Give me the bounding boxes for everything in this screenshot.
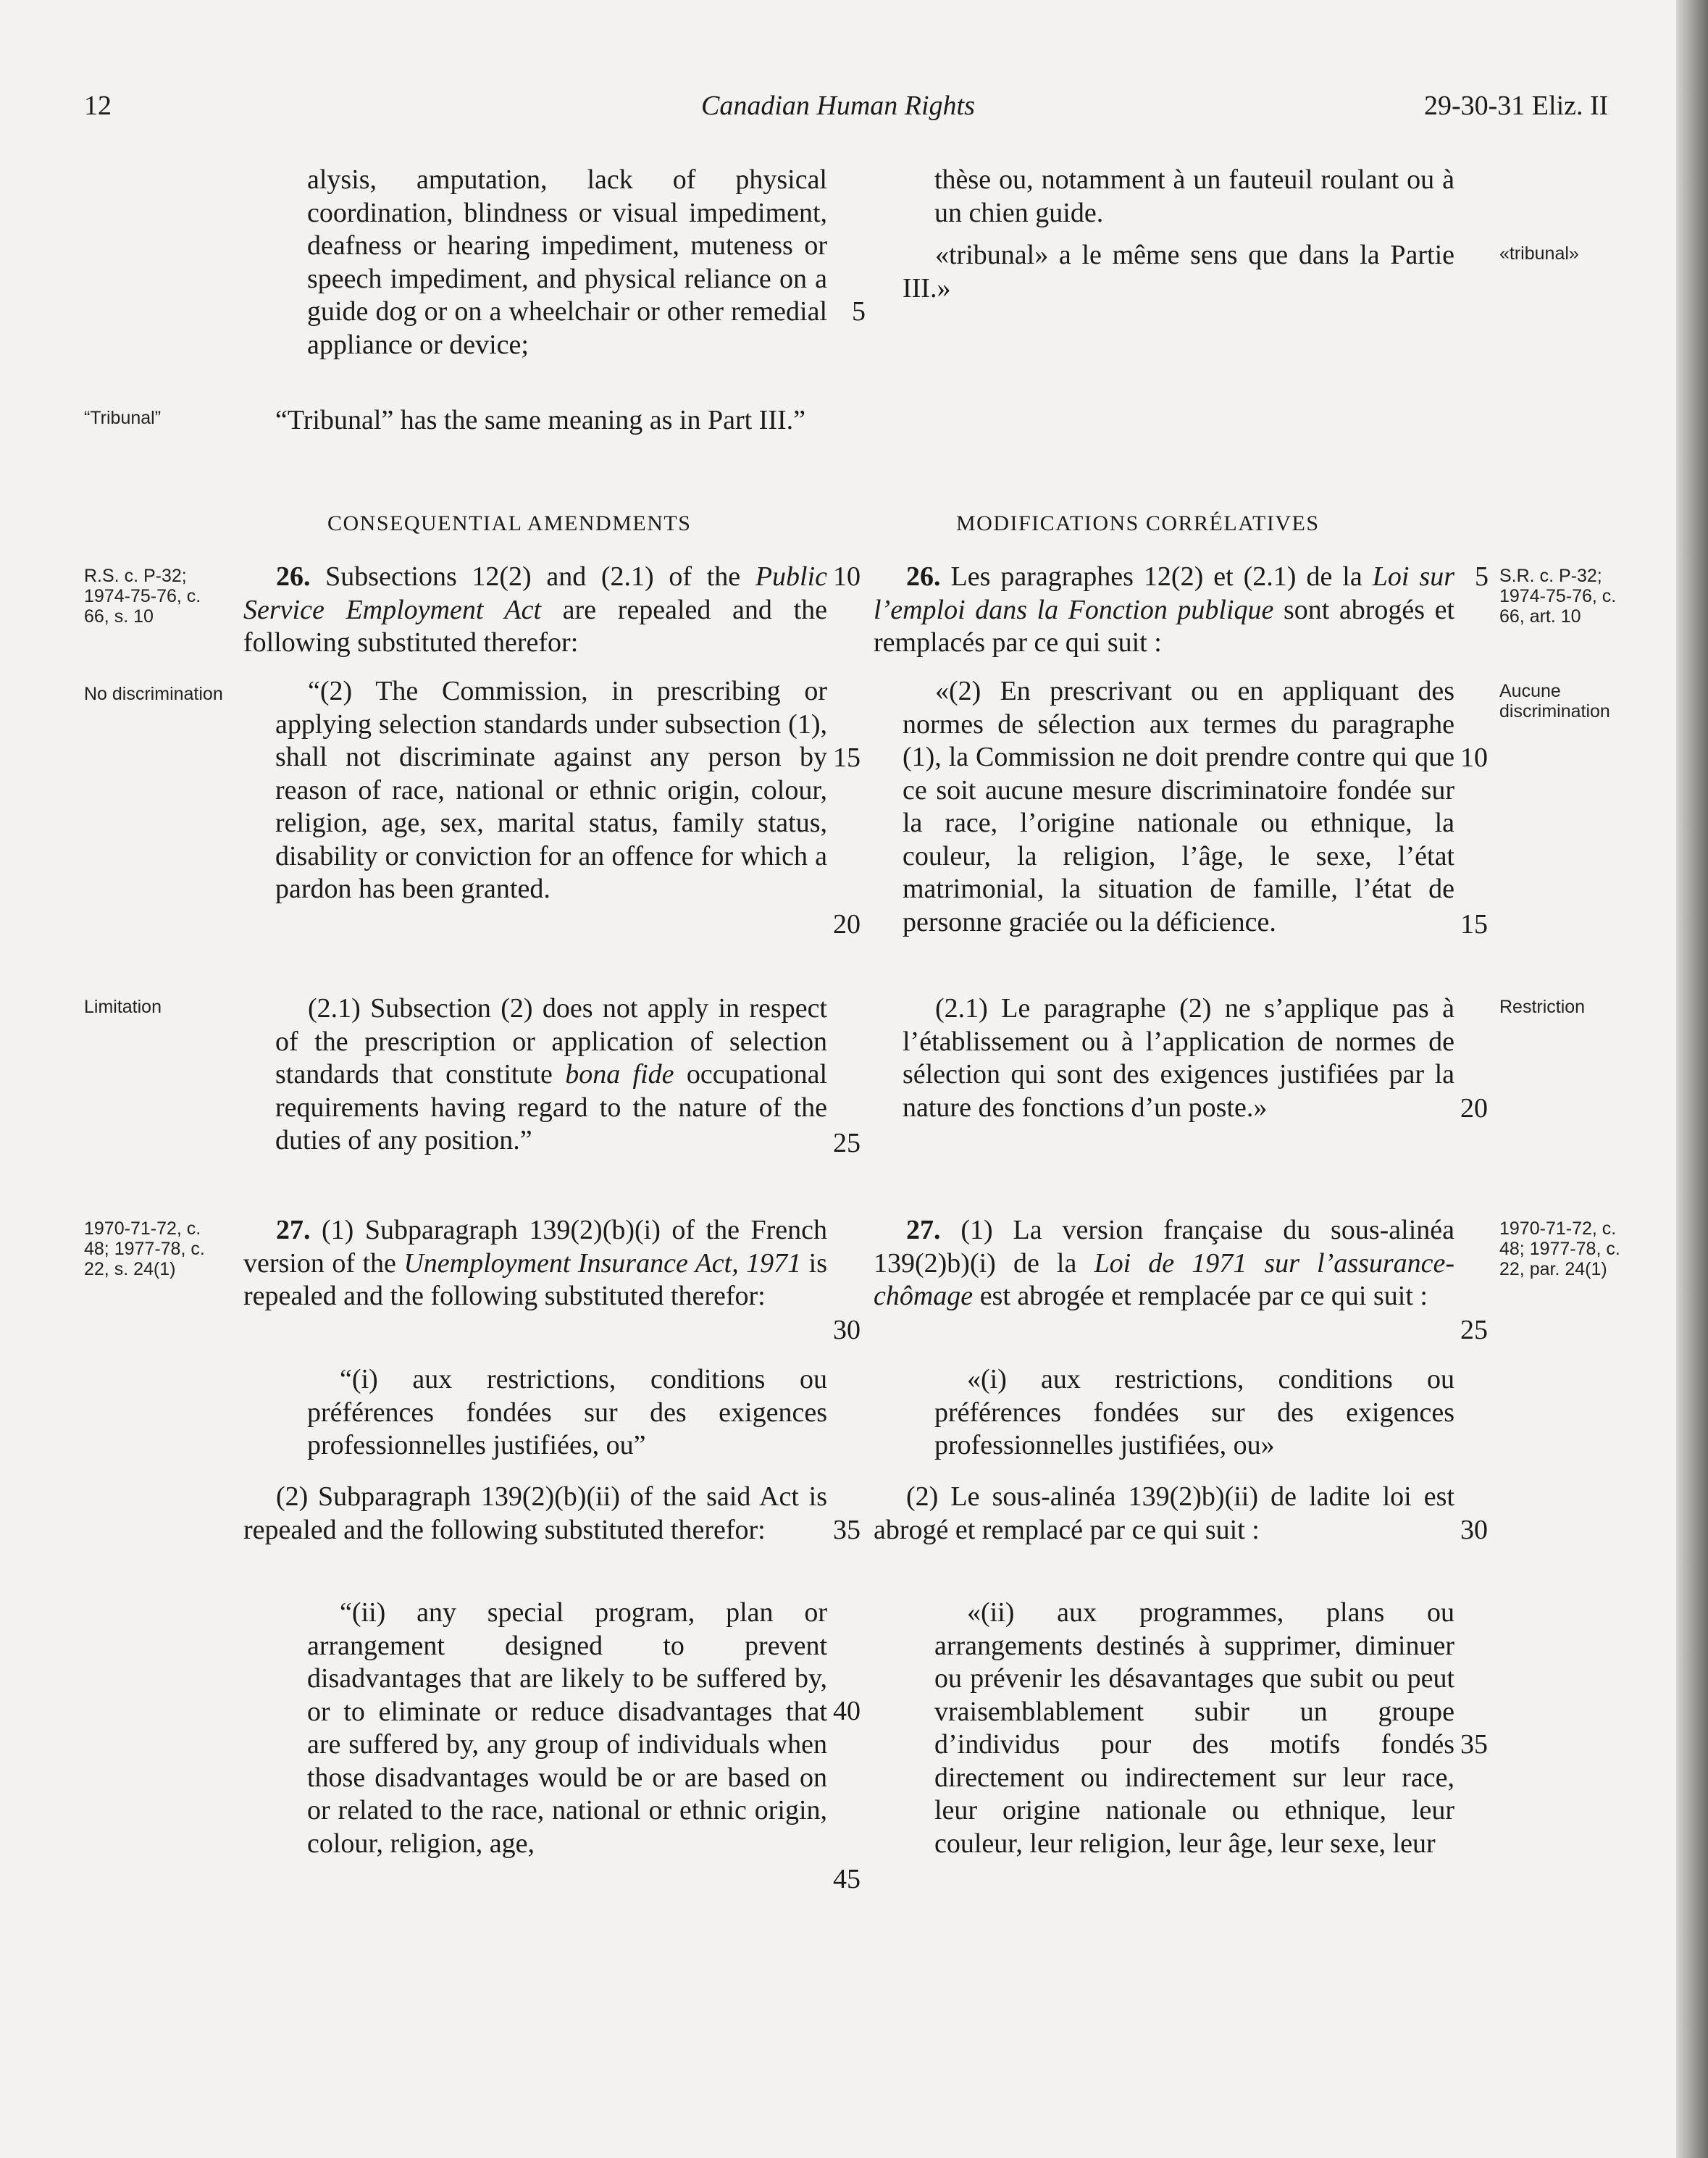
fr-line-number: 25 <box>1460 1315 1488 1345</box>
regnal-year: 29-30-31 Eliz. II <box>1424 91 1609 121</box>
en-line-number: 45 <box>833 1864 861 1894</box>
fr-s27-subsection-2: (2) Le sous-alinéa 139(2)b)(ii) de ladite loi est abrogé et remplacé par ce qui suit : <box>874 1481 1454 1545</box>
fr-s26-subsection-2: «(2) En prescrivant ou en appliquant des normes de sélection aux termes du paragraphe (1), la Commission ne doit prendre contre qui que ce soit aucune mesure discriminatoire fondée sur la race, l’origine nationale ou ethnique, la couleur, la religion, l’âge, le sexe, l’état matrimonial, la situation de famille, l’état de personne graciée ou la déficience. <box>903 676 1454 937</box>
en-s27-subsection-2: (2) Subparagraph 139(2)(b)(ii) of the said Act is repealed and the following substituted therefor: <box>243 1481 827 1545</box>
en-s26-act-title: Public Service Employment Act <box>243 561 828 625</box>
en-s26-text-b: are repealed and the following substituted therefor: <box>243 594 827 658</box>
fr-s27-text-a: (1) La version française du sous-alinéa 139(2)b)(i) de la <box>874 1215 1455 1279</box>
en-line-number: 15 <box>833 743 861 773</box>
fr-s27-quoted-clause-i: «(i) aux restrictions, conditions ou préférences fondées sur des exigences professionnelles justifiées, ou» <box>934 1364 1454 1460</box>
margin-note-fr-tribunal: «tribunal» <box>1499 243 1579 264</box>
fr-s27-act-title: Loi de 1971 sur l’assurance-chômage <box>874 1247 1454 1311</box>
page-number: 12 <box>84 91 112 121</box>
margin-note-sr-c-p32: S.R. c. P-32; 1974-75-76, c. 66, art. 10 <box>1499 566 1617 627</box>
en-section-26 <box>243 561 827 660</box>
fr-heading-modifications: MODIFICATIONS CORRÉLATIVES <box>956 511 1320 535</box>
fr-s26-number: 26. <box>906 561 941 592</box>
fr-line-number: 10 <box>1460 743 1488 773</box>
en-line-number: 20 <box>833 909 861 940</box>
en-heading-consequential: CONSEQUENTIAL AMENDMENTS <box>327 511 692 535</box>
margin-note-no-discrimination: No discrimination <box>84 684 223 704</box>
en-s27-number: 27. <box>276 1215 311 1245</box>
margin-note-rs-c-p32: R.S. c. P-32; 1974-75-76, c. 66, s. 10 <box>84 566 201 627</box>
en-s27-act-title: Unemployment Insurance Act, 1971 <box>403 1247 802 1279</box>
margin-note-aucune-discrimination: Aucune discrimination <box>1499 681 1610 722</box>
en-section-27 <box>243 1214 827 1313</box>
fr-s26-text-a: Les paragraphes 12(2) et (2.1) de la <box>950 561 1362 592</box>
en-s26-subsection-2: “(2) The Commission, in prescribing or applying selection standards under subsection (1), shall not discriminate against any person by reason of race, national or ethnic origin, colour, religion, age, sex, marital status, family status, disability or conviction for an offence for which a pardon has been granted. <box>275 676 827 904</box>
margin-note-tribunal: “Tribunal” <box>84 408 162 428</box>
margin-note-1970-71-72: 1970-71-72, c. 48; 1977-78, c. 22, s. 24(1) <box>84 1218 205 1279</box>
en-line-number: 30 <box>833 1315 861 1345</box>
fr-line-number: 5 <box>1475 561 1489 592</box>
fr-line-number: 15 <box>1460 909 1488 940</box>
en-s26-text-a: Subsections 12(2) and (2.1) of the <box>325 561 741 592</box>
en-continued-paragraph: alysis, amputation, lack of physical coordination, blindness or visual impediment, deafness or hearing impediment, muteness or speech impediment, and physical reliance on a guide dog or on a wheelchair or other remedial appliance or device; <box>307 164 827 360</box>
fr-s27-quoted-clause-ii: «(ii) aux programmes, plans ou arrangements destinés à supprimer, diminuer ou prévenir les désavantages que subit ou peut vraisemblablement subir un groupe d’individus pour des motifs fondés directement ou indirectement sur leur race, leur origine nationale ou ethnique, leur couleur, leur religion, leur âge, leur sexe, leur <box>934 1597 1454 1859</box>
en-line-number: 40 <box>833 1696 861 1726</box>
en-s26-subsection-21 <box>275 992 827 1158</box>
en-line-number: 35 <box>833 1515 861 1545</box>
en-s27-quoted-clause-ii: “(ii) any special program, plan or arrangement designed to prevent disadvantages that are likely to be suffered by, or to eliminate or reduce disadvantages that are suffered by, any group of individuals when those disadvantages would be or are based on or related to the race, national or ethnic origin, colour, religion, age, <box>307 1597 827 1859</box>
fr-s26-text-b: sont abrogés et remplacés par ce qui suit : <box>874 594 1455 658</box>
fr-line-number: 35 <box>1460 1729 1488 1760</box>
fr-s26-subsection-21: (2.1) Le paragraphe (2) ne s’applique pas à l’établissement ou à l’application de normes de sélection qui sont des exigences justifiées par la nature des fonctions d’un poste.» <box>903 993 1454 1123</box>
en-s26-number: 26. <box>276 561 311 592</box>
en-s26-21-text-b: occupational requirements having regard to the nature of the duties of any position.” <box>275 1059 828 1155</box>
fr-section-27 <box>874 1214 1454 1313</box>
fr-continued-paragraph: thèse ou, notamment à un fauteuil roulant ou à un chien guide. <box>934 164 1454 228</box>
en-line-number: 5 <box>852 296 866 327</box>
margin-note-restriction: Restriction <box>1499 997 1586 1017</box>
fr-s27-number: 27. <box>906 1215 941 1245</box>
en-s27-quoted-clause-i: “(i) aux restrictions, conditions ou préférences fondées sur des exigences professionnelles justifiées, ou” <box>307 1364 827 1460</box>
en-s27-text-b: is repealed and the following substituted therefor: <box>243 1247 828 1311</box>
fr-section-26 <box>874 561 1454 660</box>
fr-s26-act-title: Loi sur l’emploi dans la Fonction publique <box>874 561 1454 625</box>
en-s26-21-text-a: (2.1) Subsection (2) does not apply in respect of the prescription or application of selection standards that constitute <box>275 993 827 1090</box>
en-s27-text-a: (1) Subparagraph 139(2)(b)(i) of the French version of the <box>243 1215 827 1279</box>
running-title: Canadian Human Rights <box>701 91 975 121</box>
margin-note-fr-1970-71-72: 1970-71-72, c. 48; 1977-78, c. 22, par. 24(1) <box>1499 1218 1620 1279</box>
margin-note-limitation: Limitation <box>84 997 162 1017</box>
en-s26-21-bona-fide: bona fide <box>565 1059 674 1090</box>
page-binding-shadow <box>1676 0 1708 2158</box>
en-tribunal-definition: “Tribunal” has the same meaning as in Part III.” <box>275 405 806 435</box>
fr-s27-text-b: est abrogée et remplacée par ce qui suit : <box>979 1281 1428 1311</box>
fr-line-number: 20 <box>1460 1093 1488 1124</box>
en-line-number: 10 <box>833 561 861 592</box>
fr-tribunal-definition: «tribunal» a le même sens que dans la Partie III.» <box>903 240 1454 304</box>
fr-line-number: 30 <box>1460 1515 1488 1545</box>
en-line-number: 25 <box>833 1128 861 1158</box>
